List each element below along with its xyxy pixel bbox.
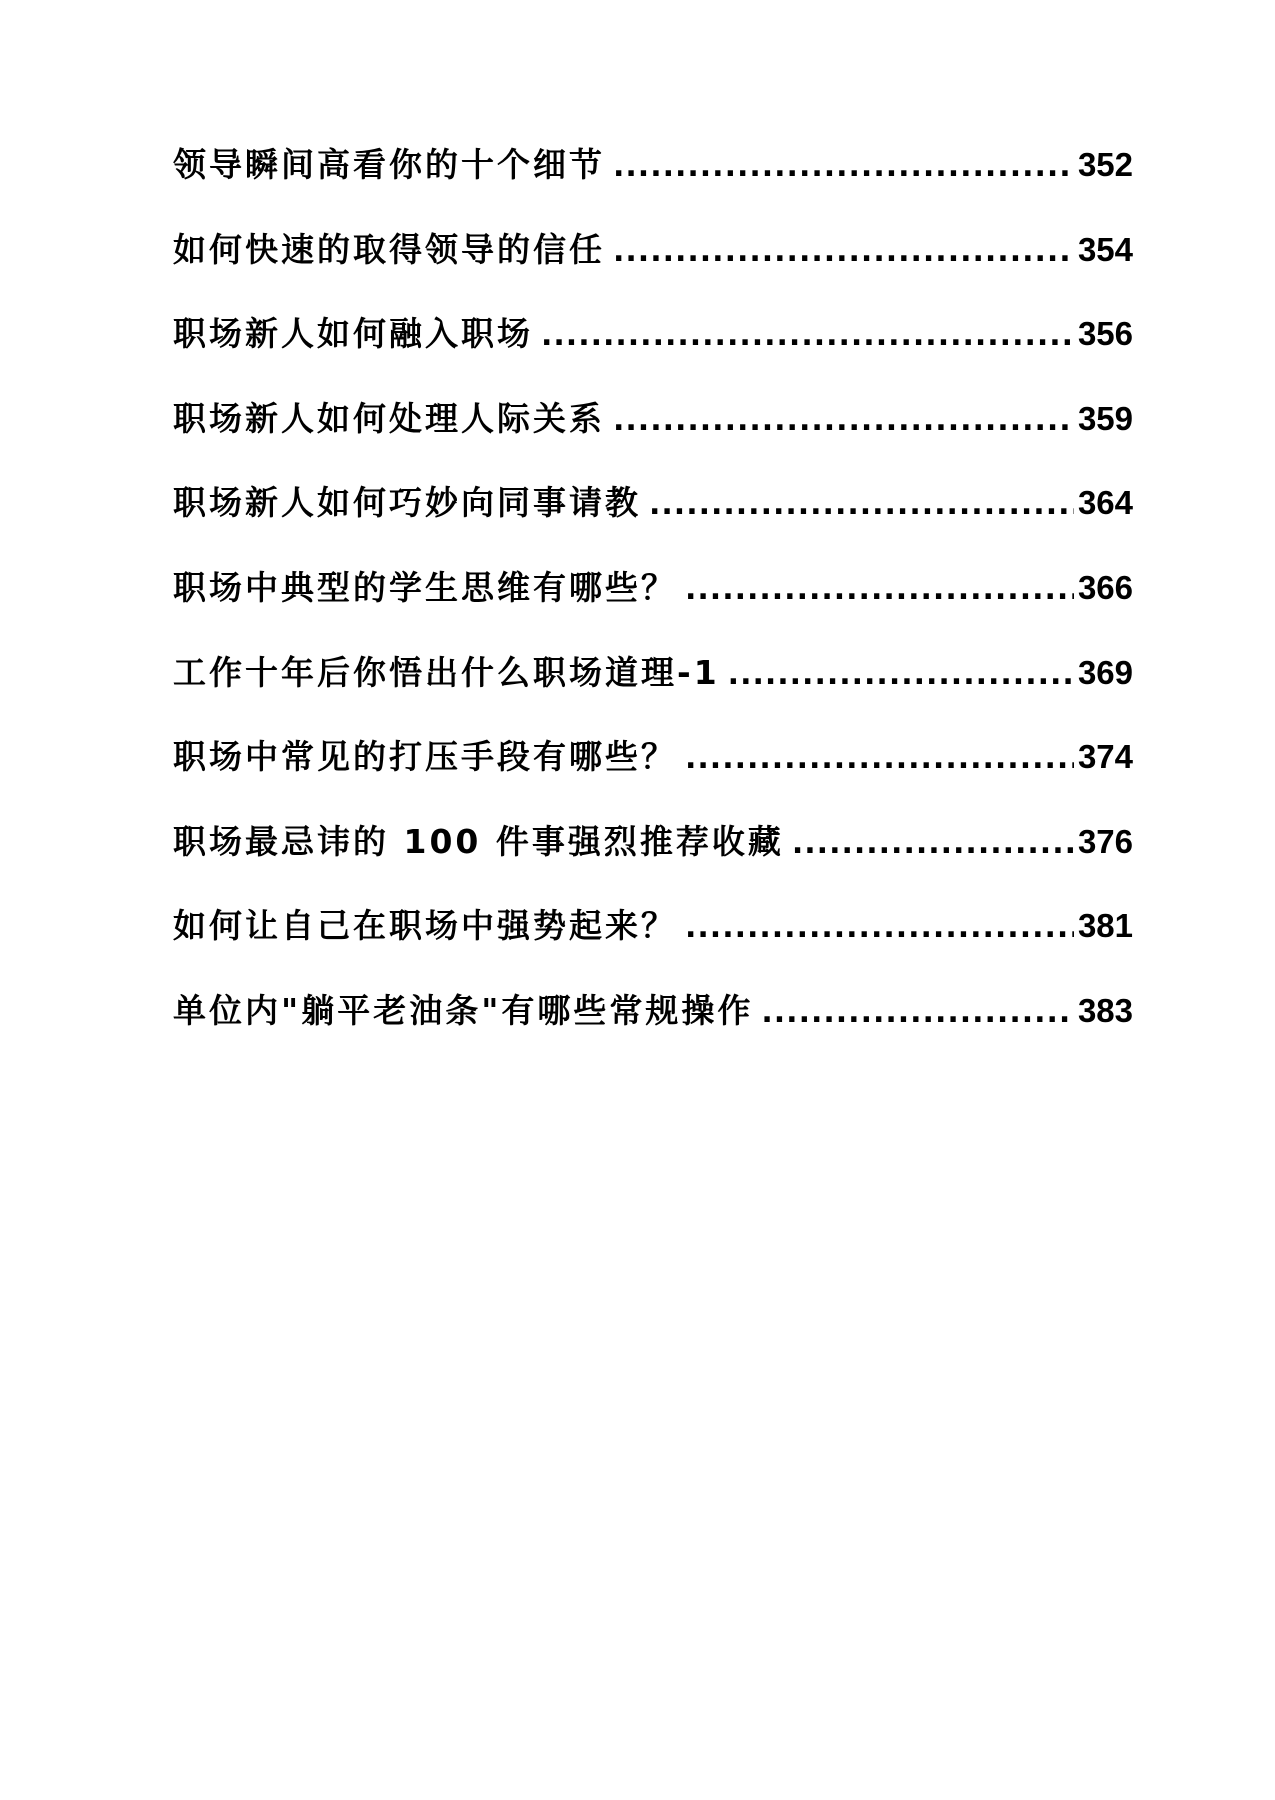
toc-entry[interactable]: [173, 732, 1133, 817]
toc-entry-title: 工作十年后你悟出什么职场道理-1: [173, 652, 720, 692]
toc-entry-page: 364: [1077, 484, 1133, 522]
toc-entry-title: 领导瞬间高看你的十个细节: [173, 145, 605, 184]
toc-entry-title: 如何让自己在职场中强势起来？: [173, 906, 677, 946]
toc-entry[interactable]: [173, 901, 1133, 986]
toc-entry-title: 职场新人如何处理人际关系: [173, 398, 605, 438]
toc-entry[interactable]: [173, 225, 1133, 310]
toc-entry-page: 383: [1077, 991, 1133, 1029]
toc-entry-title: 职场最忌讳的 100 件事强烈推荐收藏: [173, 821, 784, 861]
toc-entry-page: 356: [1077, 315, 1133, 353]
toc-dot-leader: [613, 396, 1074, 446]
toc-entry-title: 如何快速的取得领导的信任: [173, 229, 605, 269]
toc-dot-leader: [649, 480, 1074, 530]
toc-dot-leader: [761, 988, 1074, 1038]
toc-entry[interactable]: [173, 478, 1133, 563]
toc-entry[interactable]: [173, 394, 1133, 479]
toc-entry-title: 职场中常见的打压手段有哪些？: [173, 737, 677, 777]
toc-entry-page: 352: [1077, 146, 1133, 183]
toc-entry-page: 369: [1077, 653, 1133, 691]
toc-dot-leader: [792, 819, 1074, 869]
toc-entry-page: 359: [1077, 399, 1133, 437]
toc-dot-leader: [685, 565, 1074, 615]
toc-entry-page: 381: [1077, 907, 1133, 945]
toc-dot-leader: [613, 227, 1074, 277]
toc-dot-leader: [685, 734, 1074, 784]
toc-entry[interactable]: [173, 986, 1133, 1071]
toc-entry[interactable]: [173, 140, 1133, 225]
toc-entry[interactable]: [173, 309, 1133, 394]
toc-entry-page: 374: [1077, 738, 1133, 776]
toc-dot-leader: [541, 311, 1074, 361]
toc-entry[interactable]: [173, 817, 1133, 902]
toc-entry-title: 职场新人如何巧妙向同事请教: [173, 483, 641, 523]
toc-entry-title: 职场新人如何融入职场: [173, 314, 533, 354]
toc-entry[interactable]: [173, 563, 1133, 648]
toc-dot-leader: [613, 142, 1074, 192]
table-of-contents: [173, 140, 1133, 1071]
toc-entry[interactable]: [173, 648, 1133, 733]
toc-entry-title: 职场中典型的学生思维有哪些？: [173, 567, 677, 607]
toc-entry-page: 376: [1077, 822, 1133, 860]
toc-entry-page: 354: [1077, 230, 1133, 268]
toc-entry-page: 366: [1077, 568, 1133, 606]
toc-entry-title: 单位内"躺平老油条"有哪些常规操作: [173, 990, 754, 1030]
toc-dot-leader: [728, 650, 1074, 700]
toc-dot-leader: [685, 903, 1074, 953]
